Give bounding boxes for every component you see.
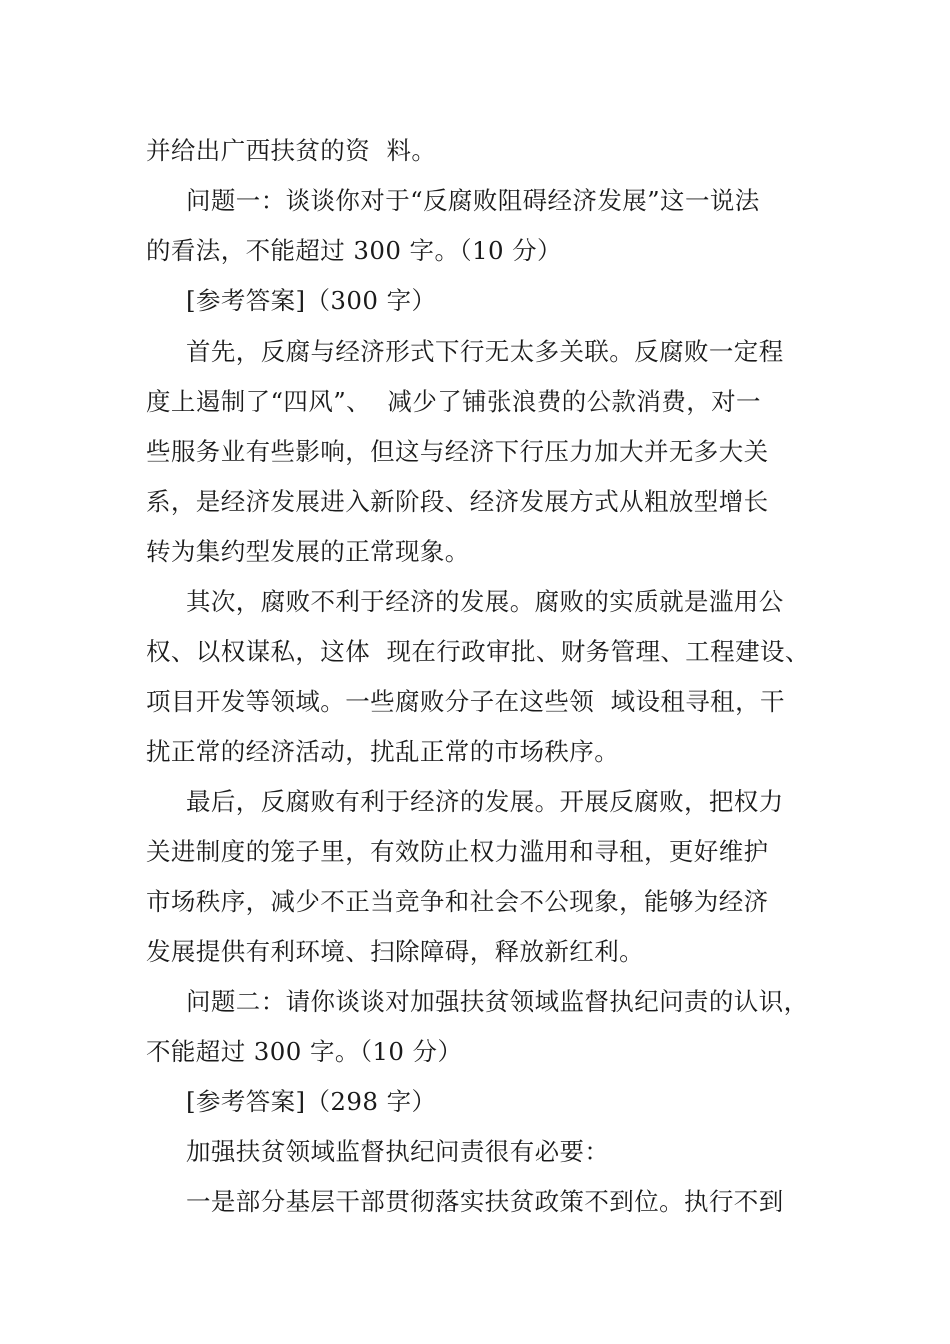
paragraph-line: 转为集约型发展的正常现象。	[146, 537, 470, 566]
text-line: 不能超过 300 字。（10 分）	[146, 1037, 463, 1066]
answer-heading: [参考答案]（300 字）	[186, 286, 437, 315]
paragraph-line: 首先，反腐与经济形式下行无太多关联。反腐败一定程	[186, 337, 784, 366]
paragraph-line: 关进制度的笼子里，有效防止权力滥用和寻租，更好维护	[146, 837, 769, 866]
paragraph-line: 系，是经济发展进入新阶段、经济发展方式从粗放型增长	[146, 487, 769, 516]
answer-heading: [参考答案]（298 字）	[186, 1087, 437, 1116]
paragraph-line: 最后，反腐败有利于经济的发展。开展反腐败，把权力	[186, 787, 784, 816]
paragraph-line: 权、以权谋私，这体 现在行政审批、财务管理、工程建设、	[146, 637, 810, 666]
paragraph-line: 发展提供有利环境、扫除障碍，释放新红利。	[146, 937, 644, 966]
paragraph-line: 项目开发等领域。一些腐败分子在这些领 域设租寻租，干	[146, 687, 785, 716]
paragraph-line: 加强扶贫领域监督执纪问责很有必要：	[186, 1137, 610, 1166]
text-line: 的看法，不能超过 300 字。（10 分）	[146, 236, 562, 265]
paragraph-line: 一是部分基层干部贯彻落实扶贫政策不到位。执行不到	[186, 1187, 784, 1216]
question-one-line: 问题一：谈谈你对于“反腐败阻碍经济发展”这一说法	[186, 186, 760, 215]
paragraph-line: 度上遏制了“四风”、 减少了铺张浪费的公款消费，对一	[146, 387, 761, 416]
paragraph-line: 其次，腐败不利于经济的发展。腐败的实质就是滥用公	[186, 587, 784, 616]
paragraph-line: 市场秩序，减少不正当竞争和社会不公现象，能够为经济	[146, 887, 769, 916]
question-two-line: 问题二：请你谈谈对加强扶贫领域监督执纪问责的认识，	[186, 987, 809, 1016]
text-line: 并给出广西扶贫的资 料。	[146, 136, 437, 165]
paragraph-line: 扰正常的经济活动，扰乱正常的市场秩序。	[146, 737, 620, 766]
paragraph-line: 些服务业有些影响，但这与经济下行压力加大并无多大关	[146, 437, 769, 466]
